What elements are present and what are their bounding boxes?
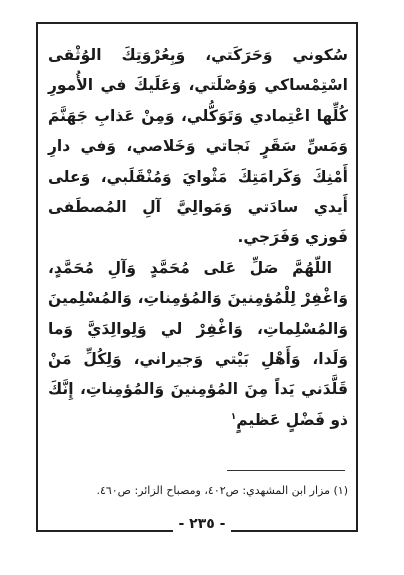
page-number-container bbox=[0, 514, 404, 534]
footnote-marker: ١ bbox=[230, 411, 237, 422]
paragraph-2-text: اللّهُمَّ صَلِّ عَلى مُحَمَّدٍ وَآلِ مُحَمَّدٍ، وَاغْفِرْ لِلْمُؤمِنينَ وَالمُؤمِناتِ، وَالمُسْلِمينَ وَالمُسْلِماتِ، وَاغْفِرْ لي وَلِوالِدَيَّ وَما وَلَدا، وَأَهْلِ بَيْتي وَجيراني، وَلِكُلِّ مَنْ قَلَّدَني يَداً مِنَ المُؤمِنينَ وَالمُؤمِناتِ، إِنَّكَ ذو فَضْلٍ عَظيمٍ bbox=[48, 258, 348, 429]
supplication-text bbox=[48, 40, 348, 435]
paragraph-2 bbox=[48, 253, 348, 435]
footnote-separator bbox=[227, 470, 345, 471]
paragraph-1: سُكوني وَحَرَكَتي، وَبِعُرْوَتِكَ الوُثْقى اسْتِمْساكي وَوُصْلَتي، وَعَلَيكَ في الأُمورِ كُلِّها اعْتِمادي وَتَوَكُّلي، وَمِنْ عَذابِ جَهَنَّمَ وَمَسِّ سَقَرٍ نَجاتي وَخَلاصي، وَفي دارِ أَمْنِكَ وَكَرامَتِكَ مَثْوايَ وَمُنْقَلَبي، وَعلى أَيدي سادَتي وَمَوالِيَّ آلِ المُصطَفى فَوزي وَفَرَجي. bbox=[48, 46, 348, 247]
page-number: - ٢٣٥ - bbox=[173, 516, 230, 532]
footnote: (١) مزار ابن المشهدي: ص٤٠٢، ومصباح الزائر: ص٤٦٠. bbox=[96, 484, 348, 497]
